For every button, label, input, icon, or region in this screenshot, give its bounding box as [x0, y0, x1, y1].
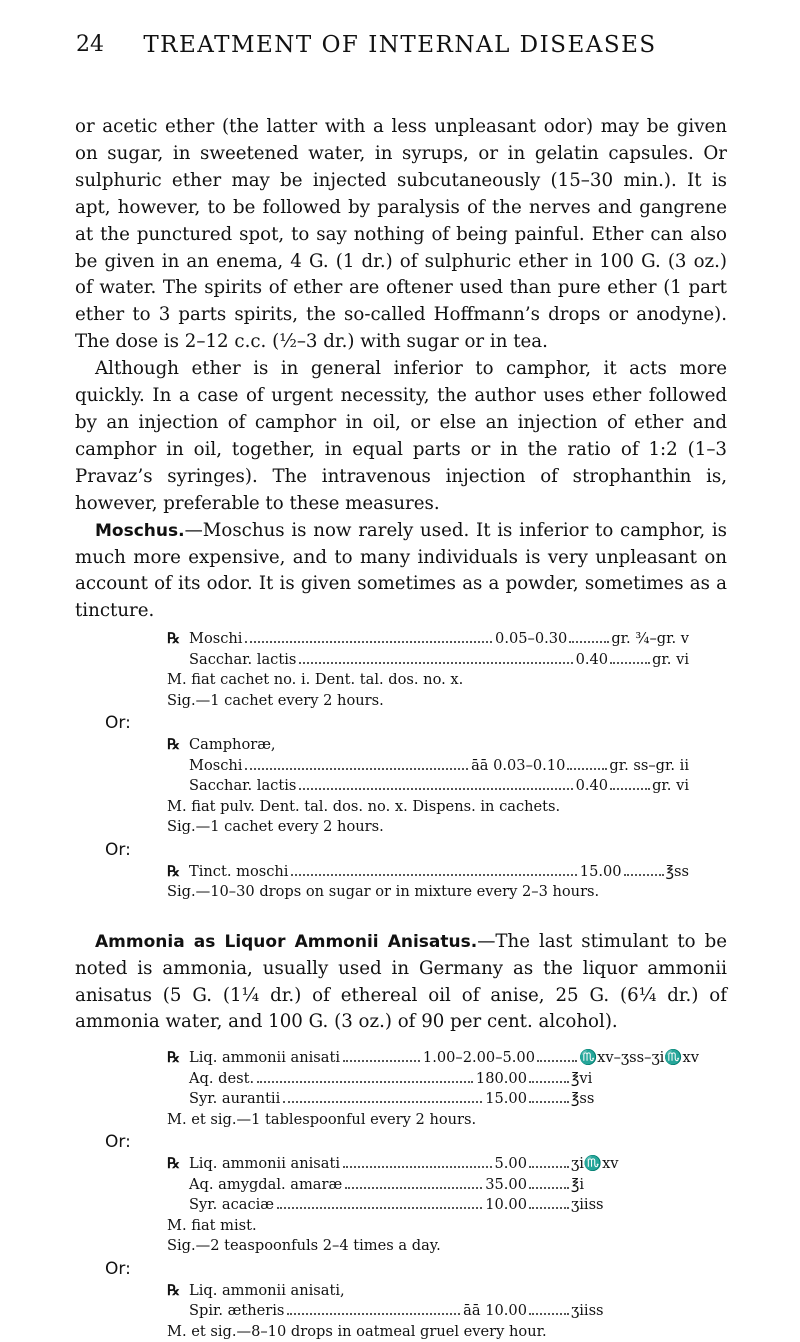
ingredient-name: Spir. ætheris [189, 1302, 285, 1320]
leader-dots [257, 1081, 473, 1083]
paragraph-ammonia [75, 929, 727, 1037]
rx-line [167, 776, 689, 797]
ingredient-name: Aq. amygdal. amaræ [189, 1175, 343, 1193]
apothecary-amount: ℥i [571, 1175, 585, 1193]
rx-direction: M. fiat cachet no. i. Dent. tal. dos. no. x. [167, 671, 464, 689]
rx-signature: Sig.—1 cachet every 2 hours. [167, 691, 384, 709]
apothecary-amount: ℥vi [571, 1069, 593, 1087]
metric-amount: āā 0.03–0.10 [471, 756, 566, 774]
body-text [75, 114, 727, 1342]
ingredient-name: Camphoræ, [189, 736, 276, 754]
or-label: Or: [105, 1132, 131, 1153]
apothecary-amount: gr. vi [652, 777, 689, 795]
leader-dots [529, 1166, 569, 1168]
leader-dots [343, 1060, 420, 1062]
rx-symbol: ℞ [167, 630, 181, 648]
rx-line [167, 1089, 699, 1110]
rx-line [167, 1301, 699, 1322]
leader-dots [529, 1081, 569, 1083]
metric-amount: 35.00 [485, 1175, 527, 1193]
leader-dots [567, 768, 607, 770]
ingredient-name: Aq. dest. [189, 1069, 255, 1087]
paragraph-text: —The last stimulant to be noted is ammonia, usually used in Germany as the liquor ammonii anisatus (5 G. (1¼ dr.) of ethereal oil of anise, 25 G. (6¼ dr.) of ammonia water, and 100 G. (3 oz.) of 90 per cent. alcohol). [75, 930, 727, 1033]
apothecary-amount: ʒi♏xv [571, 1155, 619, 1173]
paragraph: or acetic ether (the latter with a less unpleasant odor) may be given on sugar, in sweetened water, in syrups, or in gelatin capsules. Or sulphuric ether may be injected subcutaneously (15–30 min.). It is apt, however, to be followed by paralysis of the nerves and gangrene at the punctured spot, to say nothing of being painful. Ether can also be given in an enema, 4 G. (1 dr.) of sulphuric ether in 100 G. (3 oz.) of water. The spirits of ether are oftener used than pure ether (1 part ether to 3 parts spirits, the so-called Hoffmann’s drops or anodyne). The dose is 2–12 c.c. (½–3 dr.) with sugar or in tea. [75, 116, 727, 353]
ingredient-name: Sacchar. lactis [189, 777, 297, 795]
ingredient-name: Tinct. moschi [189, 862, 289, 880]
rx-signature: Sig.—2 teaspoonfuls 2–4 times a day. [167, 1237, 441, 1255]
rx-signature: M. et sig.—8–10 drops in oatmeal gruel every hour. [167, 1322, 547, 1340]
rx-line [167, 1154, 699, 1175]
rx-line [167, 1281, 699, 1302]
rx-symbol: ℞ [167, 1049, 181, 1067]
section-heading: Moschus. [95, 520, 185, 541]
ingredient-name: Liq. ammonii anisati [189, 1155, 341, 1173]
metric-amount: 0.40 [575, 650, 609, 668]
metric-amount: āā 10.00 [463, 1302, 527, 1320]
rx-line [167, 1195, 699, 1216]
metric-amount: 1.00–2.00–5.00 [422, 1049, 535, 1067]
apothecary-amount: gr. ¾–gr. v [611, 630, 689, 648]
leader-dots [610, 662, 650, 664]
rx-line [167, 1048, 699, 1069]
rx-signature: Sig.—1 cachet every 2 hours. [167, 818, 384, 836]
ingredient-name: Moschi [189, 756, 243, 774]
leader-dots [343, 1166, 491, 1168]
section-heading: Ammonia as Liquor Ammonii Anisatus. [95, 931, 478, 952]
rx-signature: M. et sig.—1 tablespoonful every 2 hours. [167, 1110, 477, 1128]
apothecary-amount: ʒiiss [571, 1302, 604, 1320]
page-number: 24 [76, 32, 104, 57]
prescription-group-ammonia [105, 1048, 699, 1342]
metric-amount: 10.00 [485, 1196, 527, 1214]
metric-amount: 0.05–0.30 [495, 630, 568, 648]
ingredient-name: Syr. aurantii [189, 1090, 281, 1108]
rx-line [167, 756, 689, 777]
leader-dots [529, 1313, 569, 1315]
rx-line [167, 735, 689, 756]
page-header [0, 30, 800, 70]
rx-signature: Sig.—10–30 drops on sugar or in mixture every 2–3 hours. [167, 883, 600, 901]
or-label: Or: [105, 1258, 131, 1279]
leader-dots [529, 1187, 569, 1189]
leader-dots [569, 641, 609, 643]
metric-amount: 180.00 [475, 1069, 527, 1087]
rx-direction: M. fiat mist. [167, 1216, 257, 1234]
ingredient-name: Liq. ammonii anisati, [189, 1281, 345, 1299]
metric-amount: 15.00 [485, 1090, 527, 1108]
running-title: TREATMENT OF INTERNAL DISEASES [143, 32, 657, 58]
rx-direction: M. fiat pulv. Dent. tal. dos. no. x. Dispens. in cachets. [167, 797, 561, 815]
leader-dots [610, 788, 650, 790]
paragraph-text: —Moschus is now rarely used. It is inferior to camphor, is much more expensive, and to many individuals is very unpleasant on account of its odor. It is given sometimes as a powder, sometimes as a tincture. [75, 519, 727, 622]
apothecary-amount: ♏xv–ʒss–ʒi♏xv [578, 1049, 699, 1067]
prescription-group-moschus [105, 629, 689, 903]
metric-amount: 5.00 [494, 1155, 527, 1173]
rx-line [167, 862, 689, 883]
leader-dots [299, 662, 572, 664]
apothecary-amount: ℥ss [665, 862, 689, 880]
leader-dots [345, 1187, 482, 1189]
rx-line [167, 629, 689, 650]
leader-dots [529, 1101, 569, 1103]
or-label: Or: [105, 839, 131, 860]
leader-dots [287, 1313, 460, 1315]
paragraph: Although ether is in general inferior to camphor, it acts more quickly. In a case of urgent necessity, the author uses ether followed by an injection of camphor in oil, or else an injection of ether and camphor in oil, together, in equal parts or in the ratio of 1:2 (1–3 Pravaz’s syringes). The intravenous injection of strophanthin is, however, preferable to these measures. [75, 358, 727, 514]
or-label: Or: [105, 713, 131, 734]
rx-symbol: ℞ [167, 1155, 181, 1173]
rx-line [167, 650, 689, 671]
apothecary-amount: ʒiiss [571, 1196, 604, 1214]
rx-symbol: ℞ [167, 1281, 181, 1299]
metric-amount: 15.00 [579, 862, 622, 880]
rx-line [167, 1175, 699, 1196]
ingredient-name: Syr. acaciæ [189, 1196, 275, 1214]
leader-dots [283, 1101, 482, 1103]
leader-dots [624, 874, 664, 876]
paragraph-moschus [75, 518, 727, 626]
leader-dots [245, 768, 468, 770]
apothecary-amount: gr. ss–gr. ii [609, 756, 689, 774]
leader-dots [291, 874, 576, 876]
rx-line [167, 1069, 699, 1090]
ingredient-name: Liq. ammonii anisati [189, 1049, 341, 1067]
leader-dots [529, 1207, 569, 1209]
rx-symbol: ℞ [167, 862, 181, 880]
apothecary-amount: ℥ss [571, 1090, 595, 1108]
apothecary-amount: gr. vi [652, 650, 689, 668]
ingredient-name: Sacchar. lactis [189, 650, 297, 668]
metric-amount: 0.40 [575, 777, 609, 795]
leader-dots [537, 1060, 577, 1062]
leader-dots [277, 1207, 482, 1209]
rx-symbol: ℞ [167, 736, 181, 754]
leader-dots [299, 788, 572, 790]
ingredient-name: Moschi [189, 630, 243, 648]
leader-dots [245, 641, 492, 643]
